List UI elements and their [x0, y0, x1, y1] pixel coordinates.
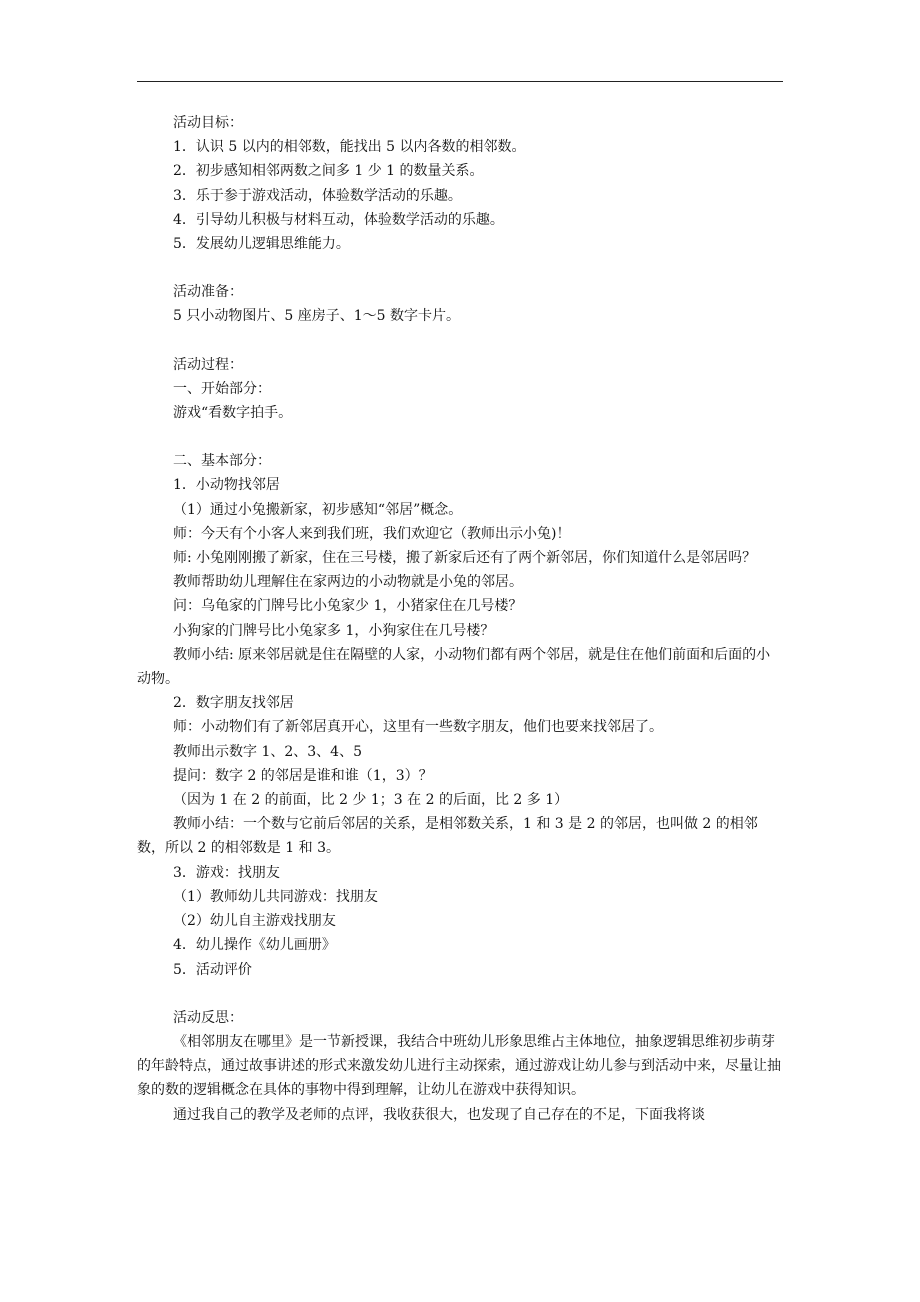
paragraph: 教师小结: 原来邻居就是住在隔壁的人家，小动物们都有两个邻居，就是住在他们前面和后面的小动物。: [137, 646, 771, 688]
paragraph: 提问：数字 2 的邻居是谁和谁（1，3）？: [173, 767, 433, 784]
goal-item: 5．发展幼儿逻辑思维能力。: [173, 236, 350, 253]
reflection-paragraph: 通过我自己的教学及老师的点评，我收获很大，也发现了自己存在的不足，下面我将谈: [173, 1106, 705, 1123]
reflection-title: 活动反思：: [173, 1009, 243, 1026]
goal-item: 2．初步感知相邻两数之间多 1 少 1 的数量关系。: [173, 163, 484, 180]
section3-item: （1）教师幼儿共同游戏：找朋友: [173, 888, 378, 905]
paragraph: 师: 小兔刚刚搬了新家，住在三号楼，搬了新家后还有了两个新邻居，你们知道什么是邻居吗？: [173, 550, 757, 567]
goal-item: 4．引导幼儿积极与材料互动，体验数学活动的乐趣。: [173, 211, 504, 228]
section1-sub: （1）通过小兔搬新家，初步感知“邻居”概念。: [173, 501, 463, 518]
goal-item: 3．乐于参于游戏活动，体验数学活动的乐趣。: [173, 187, 462, 204]
paragraph: 问：乌龟家的门牌号比小兔家少 1，小猪家住在几号楼？: [173, 598, 523, 615]
paragraph: 师：今天有个小客人来到我们班，我们欢迎它（教师出示小兔)！: [173, 525, 571, 542]
section5-title: 5．活动评价: [173, 961, 252, 978]
paragraph: 小狗家的门牌号比小兔家多 1，小狗家住在几号楼？: [173, 622, 495, 639]
paragraph: 教师出示数字 1、2、3、4、5: [173, 743, 362, 760]
process-title: 活动过程：: [173, 356, 243, 373]
document-body: [137, 111, 783, 1127]
paragraph: 教师小结：一个数与它前后邻居的关系，是相邻数关系，1 和 3 是 2 的邻居，也叫做 2 的相邻数，所以 2 的相邻数是 1 和 3。: [137, 816, 758, 857]
part2-title: 二、基本部分：: [173, 453, 271, 470]
section3-title: 3．游戏：找朋友: [173, 864, 280, 881]
part1-text: 游戏“看数字拍手。: [173, 405, 293, 422]
prep-text: 5 只小动物图片、5 座房子、1～5 数字卡片。: [173, 308, 460, 325]
section2-title: 2．数字朋友找邻居: [173, 695, 294, 712]
part1-title: 一、开始部分：: [173, 380, 271, 397]
reflection-paragraph: 《相邻朋友在哪里》是一节新授课，我结合中班幼儿形象思维占主体地位，抽象逻辑思维初步萌芽的年龄特点，通过故事讲述的形式来激发幼儿进行主动探索，通过游戏让幼儿参与到活动中来，尽量让抽象的数的逻辑概念在具体的事物中得到理解，让幼儿在游戏中获得知识。: [137, 1033, 781, 1099]
goal-item: 1．认识 5 以内的相邻数，能找出 5 以内各数的相邻数。: [173, 139, 526, 156]
paragraph: 教师帮助幼儿理解住在家两边的小动物就是小兔的邻居。: [173, 574, 523, 591]
paragraph: （因为 1 在 2 的前面，比 2 少 1；3 在 2 的后面，比 2 多 1）: [173, 792, 569, 809]
section3-item: （2）幼儿自主游戏找朋友: [173, 913, 336, 930]
section4-title: 4．幼儿操作《幼儿画册》: [173, 937, 336, 954]
prep-title: 活动准备：: [173, 284, 243, 301]
section1-title: 1．小动物找邻居: [173, 477, 280, 494]
paragraph: 师：小动物们有了新邻居真开心，这里有一些数字朋友，他们也要来找邻居了。: [173, 719, 663, 736]
header-rule: [137, 81, 783, 82]
goals-title: 活动目标：: [173, 115, 243, 131]
